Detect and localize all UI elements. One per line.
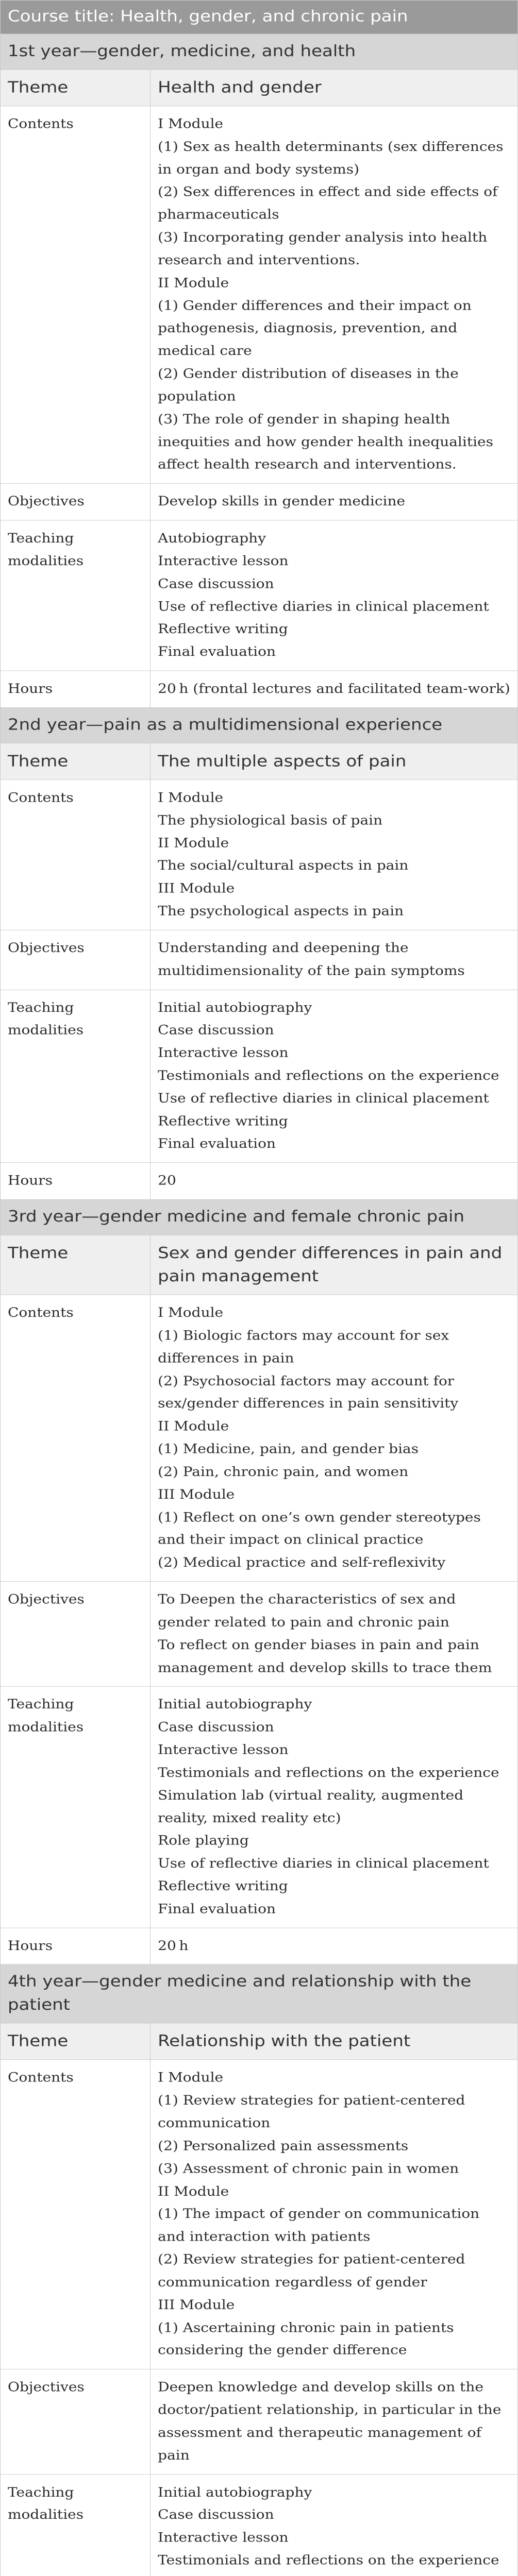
cell-line: Initial autobiography bbox=[158, 2484, 312, 2500]
cell-line: Case discussion bbox=[158, 1022, 274, 1038]
theme-label: Theme bbox=[1, 70, 151, 106]
cell-line: Case discussion bbox=[158, 576, 274, 591]
cell-line: Use of reflective diaries in clinical placement bbox=[158, 1855, 489, 1871]
teaching-modalities-label: Teaching modalities bbox=[1, 520, 151, 671]
contents-row bbox=[1, 2060, 518, 2369]
teaching-modalities-row bbox=[1, 990, 518, 1163]
objectives-label: Objectives bbox=[1, 2369, 151, 2475]
hours-label: Hours bbox=[1, 1928, 151, 1965]
cell-line: I Module bbox=[158, 790, 224, 805]
contents-row bbox=[1, 1295, 518, 1581]
year-heading: 1st year—gender, medicine, and health bbox=[1, 34, 518, 70]
teaching-modalities-label: Teaching modalities bbox=[1, 990, 151, 1163]
theme-value: Relationship with the patient bbox=[151, 2023, 518, 2060]
cell-line: 20 h bbox=[158, 1938, 189, 1953]
theme-row bbox=[1, 743, 518, 779]
cell-line: Use of reflective diaries in clinical placement bbox=[158, 599, 489, 614]
cell-line: Reflective writing bbox=[158, 621, 288, 637]
objectives-cell bbox=[151, 930, 518, 990]
contents-cell bbox=[151, 2060, 518, 2369]
theme-row bbox=[1, 70, 518, 106]
cell-line: (1) Gender differences and their impact on pathogenesis, diagnosis, prevention, and medical care bbox=[158, 298, 472, 359]
contents-label: Contents bbox=[1, 106, 151, 484]
contents-cell bbox=[151, 106, 518, 484]
objectives-row bbox=[1, 1582, 518, 1687]
teaching-modalities-cell bbox=[151, 2474, 518, 2576]
objectives-row bbox=[1, 930, 518, 990]
hours-label: Hours bbox=[1, 1163, 151, 1200]
cell-line: Understanding and deepening the multidimensionality of the pain symptoms bbox=[158, 940, 465, 978]
cell-line: The psychological aspects in pain bbox=[158, 903, 404, 919]
hours-cell bbox=[151, 1928, 518, 1965]
theme-label: Theme bbox=[1, 1235, 151, 1295]
contents-row bbox=[1, 779, 518, 930]
cell-line: (1) Reflect on one’s own gender stereotypes and their impact on clinical practice bbox=[158, 1509, 481, 1548]
course-title-row bbox=[1, 0, 518, 33]
cell-line: Final evaluation bbox=[158, 644, 276, 659]
cell-line: Develop skills in gender medicine bbox=[158, 494, 406, 509]
cell-line: I Module bbox=[158, 1305, 224, 1320]
cell-line: Final evaluation bbox=[158, 1136, 276, 1151]
contents-label: Contents bbox=[1, 2060, 151, 2369]
cell-line: 20 bbox=[158, 1173, 176, 1188]
objectives-cell bbox=[151, 1582, 518, 1687]
cell-line: Interactive lesson bbox=[158, 1742, 289, 1757]
objectives-label: Objectives bbox=[1, 930, 151, 990]
objectives-label: Objectives bbox=[1, 1582, 151, 1687]
cell-line: Initial autobiography bbox=[158, 999, 312, 1015]
hours-cell bbox=[151, 671, 518, 708]
year-section-row bbox=[1, 1199, 518, 1235]
theme-value: Health and gender bbox=[151, 70, 518, 106]
year-heading: 4th year—gender medicine and relationship with the patient bbox=[1, 1964, 518, 2023]
cell-line: The physiological basis of pain bbox=[158, 812, 383, 828]
cell-line: (1) Ascertaining chronic pain in patients considering the gender difference bbox=[158, 2320, 454, 2358]
teaching-modalities-row bbox=[1, 1686, 518, 1927]
cell-line: Testimonials and reflections on the experience bbox=[158, 1765, 499, 1780]
cell-line: Testimonials and reflections on the experience bbox=[158, 2552, 499, 2568]
contents-label: Contents bbox=[1, 779, 151, 930]
cell-line: (2) Sex differences in effect and side effects of pharmaceuticals bbox=[158, 184, 498, 223]
cell-line: (2) Medical practice and self-reflexivity bbox=[158, 1555, 446, 1570]
cell-line: Simulation lab (virtual reality, augmented reality, mixed reality etc) bbox=[158, 1787, 464, 1825]
teaching-modalities-cell bbox=[151, 1686, 518, 1927]
hours-label: Hours bbox=[1, 671, 151, 708]
cell-line: (2) Psychosocial factors may account for sex/gender differences in pain sensitivity bbox=[158, 1373, 459, 1411]
theme-row bbox=[1, 2023, 518, 2060]
cell-line: Interactive lesson bbox=[158, 553, 289, 569]
hours-row bbox=[1, 1163, 518, 1200]
cell-line: To Deepen the characteristics of sex and gender related to pain and chronic pain bbox=[158, 1591, 456, 1630]
theme-row bbox=[1, 1235, 518, 1295]
cell-line: Role playing bbox=[158, 1833, 249, 1849]
cell-line: (2) Personalized pain assessments bbox=[158, 2138, 409, 2154]
teaching-modalities-row bbox=[1, 2474, 518, 2576]
cell-line: II Module bbox=[158, 835, 229, 851]
theme-value: Sex and gender differences in pain and pain management bbox=[151, 1235, 518, 1295]
cell-line: (1) Biologic factors may account for sex differences in pain bbox=[158, 1328, 449, 1366]
cell-line: (1) The impact of gender on communication and interaction with patients bbox=[158, 2206, 480, 2244]
course-title: Course title: Health, gender, and chronic pain bbox=[1, 0, 518, 33]
cell-line: Case discussion bbox=[158, 2507, 274, 2522]
cell-line: I Module bbox=[158, 2070, 224, 2086]
objectives-row bbox=[1, 2369, 518, 2475]
cell-line: II Module bbox=[158, 275, 229, 291]
year-section-row bbox=[1, 1964, 518, 2023]
cell-line: 20 h (frontal lectures and facilitated team-work) bbox=[158, 681, 510, 697]
cell-line: II Module bbox=[158, 2183, 229, 2199]
teaching-modalities-cell bbox=[151, 990, 518, 1163]
cell-line: (2) Pain, chronic pain, and women bbox=[158, 1464, 409, 1479]
year-heading: 2nd year—pain as a multidimensional experience bbox=[1, 707, 518, 743]
year-heading: 3rd year—gender medicine and female chronic pain bbox=[1, 1199, 518, 1235]
teaching-modalities-row bbox=[1, 520, 518, 671]
cell-line: III Module bbox=[158, 1486, 235, 1502]
cell-line: To reflect on gender biases in pain and pain management and develop skills to trace them bbox=[158, 1637, 492, 1675]
objectives-cell bbox=[151, 2369, 518, 2475]
cell-line: Initial autobiography bbox=[158, 1697, 312, 1712]
cell-line: (1) Review strategies for patient-centered communication bbox=[158, 2093, 465, 2131]
contents-cell bbox=[151, 1295, 518, 1581]
cell-line: (3) The role of gender in shaping health inequities and how gender health inequalities affect health research and interventions. bbox=[158, 411, 493, 472]
theme-label: Theme bbox=[1, 2023, 151, 2060]
theme-value: The multiple aspects of pain bbox=[151, 743, 518, 779]
cell-line: Autobiography bbox=[158, 530, 266, 546]
teaching-modalities-cell bbox=[151, 520, 518, 671]
cell-line: I Module bbox=[158, 116, 224, 131]
year-section-row bbox=[1, 707, 518, 743]
theme-label: Theme bbox=[1, 743, 151, 779]
contents-cell bbox=[151, 779, 518, 930]
cell-line: Reflective writing bbox=[158, 1878, 288, 1894]
cell-line: Interactive lesson bbox=[158, 1045, 289, 1061]
cell-line: The social/cultural aspects in pain bbox=[158, 858, 409, 873]
contents-label: Contents bbox=[1, 1295, 151, 1581]
cell-line: Case discussion bbox=[158, 1719, 274, 1735]
cell-line: (2) Review strategies for patient-centered communication regardless of gender bbox=[158, 2251, 465, 2290]
objectives-label: Objectives bbox=[1, 483, 151, 520]
cell-line: II Module bbox=[158, 1418, 229, 1434]
hours-row bbox=[1, 671, 518, 708]
contents-row bbox=[1, 106, 518, 484]
cell-line: Deepen knowledge and develop skills on the doctor/patient relationship, in particular in the assessment and therapeutic management of pain bbox=[158, 2379, 502, 2463]
cell-line: (3) Incorporating gender analysis into health research and interventions. bbox=[158, 230, 488, 268]
cell-line bbox=[158, 2572, 510, 2576]
cell-line: III Module bbox=[158, 880, 235, 896]
cell-line: Interactive lesson bbox=[158, 2530, 289, 2545]
cell-line: Final evaluation bbox=[158, 1901, 276, 1917]
year-section-row bbox=[1, 34, 518, 70]
hours-row bbox=[1, 1928, 518, 1965]
teaching-modalities-label: Teaching modalities bbox=[1, 1686, 151, 1927]
cell-line: (1) Medicine, pain, and gender bias bbox=[158, 1441, 419, 1456]
objectives-row bbox=[1, 483, 518, 520]
objectives-cell bbox=[151, 483, 518, 520]
cell-line: III Module bbox=[158, 2297, 235, 2313]
cell-line: (3) Assessment of chronic pain in women bbox=[158, 2161, 459, 2176]
cell-line: (1) Sex as health determinants (sex differences in organ and body systems) bbox=[158, 139, 504, 177]
teaching-modalities-label: Teaching modalities bbox=[1, 2474, 151, 2576]
cell-line: Testimonials and reflections on the experience bbox=[158, 1067, 499, 1083]
cell-line: (2) Gender distribution of diseases in the population bbox=[158, 366, 459, 404]
hours-cell bbox=[151, 1163, 518, 1200]
course-table-body bbox=[1, 0, 518, 2576]
cell-line: Use of reflective diaries in clinical placement bbox=[158, 1091, 489, 1106]
cell-line: Reflective writing bbox=[158, 1113, 288, 1129]
